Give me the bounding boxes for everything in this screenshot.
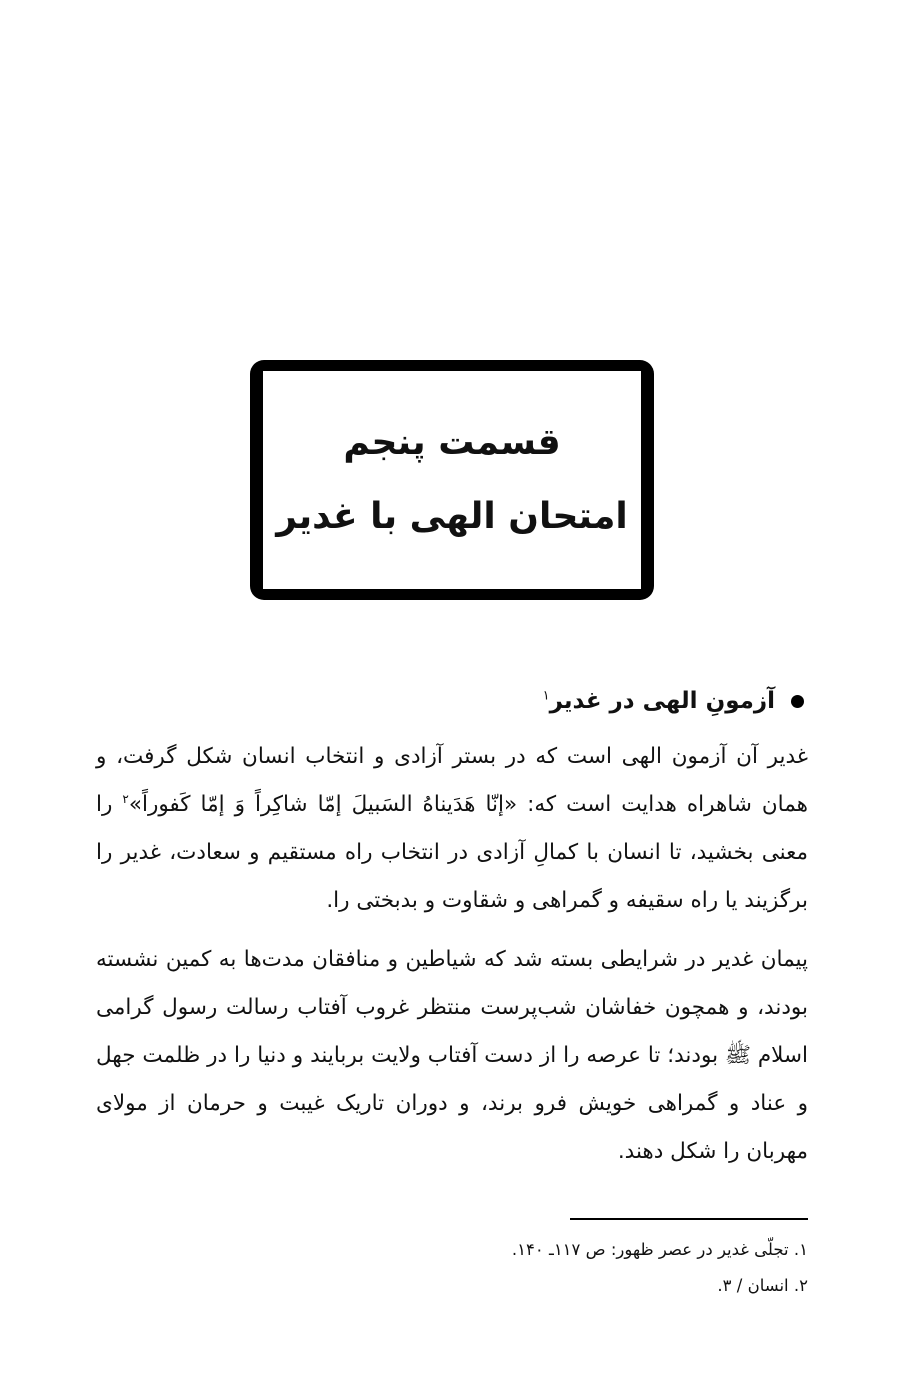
part-title-frame bbox=[250, 360, 654, 600]
section-heading bbox=[543, 688, 804, 714]
paragraph-1-part-a: غدیر آن آزمون الهی است که در بستر آزادی و انتخاب انسان شکل گرفت، و همان شاهراه هدایت است که: «إنّا هَدَیناهُ السَبیلَ إمّا شاکِراً وَ إمّا کَفوراً» bbox=[96, 744, 808, 817]
frame-inner-box bbox=[260, 368, 644, 592]
section-heading-text bbox=[543, 688, 775, 714]
paragraph-1-part-b: را معنی بخشید، تا انسان با کمالِ آزادی در انتخاب راه مستقیم و سعادت، غدیر را برگزیند یا راه سقیفه و گمراهی و شقاوت و بدبختی را. bbox=[96, 792, 808, 913]
paragraph-2: پیمان غدیر در شرایطی بسته شد که شیاطین و منافقان مدت‌ها به کمین نشسته بودند، و همچون خفاشان شب‌پرست منتظر غروب آفتاب رسالت رسول گرامی اسلام ﷺ بودند؛ تا عرصه را از دست آفتاب ولایت بربایند و دنیا را در ظلمت جهل و عناد و گمراهی خویش فرو برند، و دوران تاریک غیبت و حرمان از مولای مهربان را شکل دهند. bbox=[96, 947, 808, 1164]
part-label: قسمت پنجم bbox=[343, 422, 561, 464]
footnote-1: ۱. تجلّی غدیر در عصر ظهور: ص ۱۱۷ـ ۱۴۰. bbox=[511, 1240, 808, 1259]
bullet-icon bbox=[791, 695, 804, 708]
section-heading-label: آزمونِ الهی در غدیر bbox=[549, 688, 775, 714]
footnote-2: ۲. انسان / ۳. bbox=[717, 1276, 808, 1295]
part-title: امتحان الهی با غدیر bbox=[276, 496, 628, 537]
footnote-marker-2: ۲ bbox=[122, 791, 129, 806]
paragraph-1 bbox=[96, 733, 808, 925]
footnote-marker-1: ۱ bbox=[542, 688, 550, 704]
footnote-divider bbox=[570, 1218, 808, 1220]
